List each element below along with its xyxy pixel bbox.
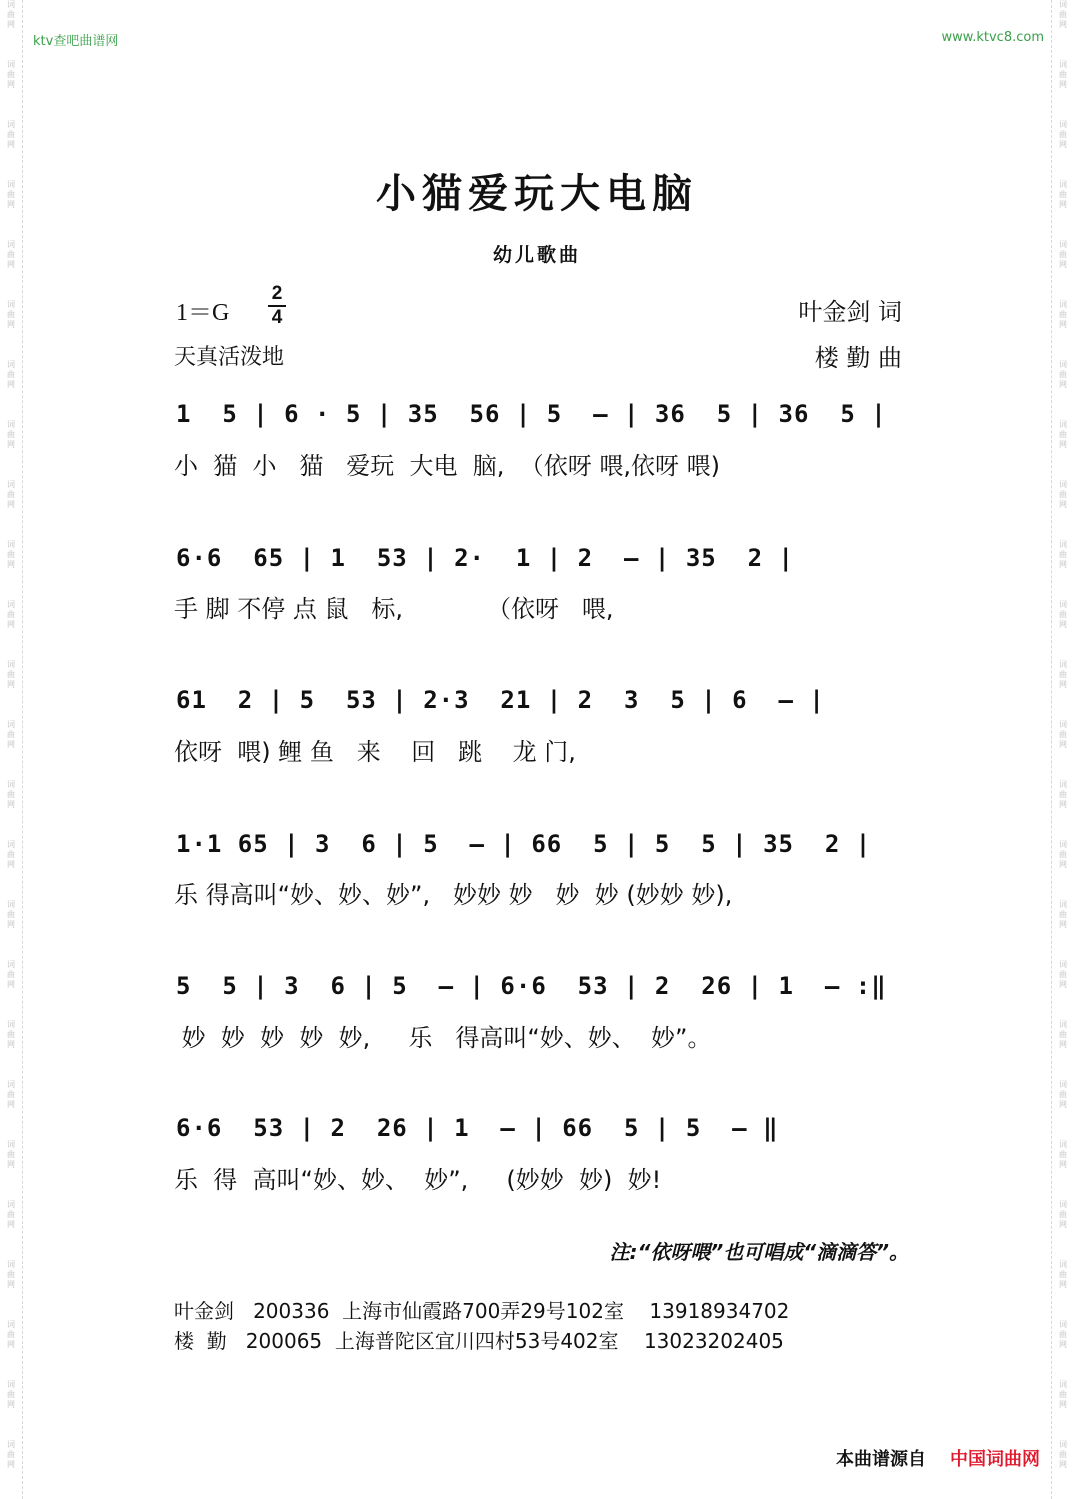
- contact-address: 上海市仙霞路700弄29号102室: [342, 1299, 624, 1323]
- watermark-mark: 词 曲 网: [7, 1380, 15, 1409]
- notation-line-3: 61 2 | 5 53 | 2·3 21 | 2 3 5 | 6 – |: [176, 686, 825, 714]
- footnote: 注:“依呀喂”也可唱成“滴滴答”。: [609, 1240, 909, 1264]
- watermark-mark: 词 曲 网: [1059, 600, 1067, 629]
- watermark-mark: 词 曲 网: [7, 300, 15, 329]
- contact-row-lyricist: [174, 1295, 789, 1324]
- watermark-mark: 词 曲 网: [7, 960, 15, 989]
- notation-line-6: 6·6 53 | 2 26 | 1 – | 66 5 | 5 – ‖: [176, 1114, 779, 1142]
- time-top: 2: [271, 283, 283, 304]
- watermark-mark: 词 曲 网: [1059, 360, 1067, 389]
- watermark-mark: 词 曲 网: [7, 1320, 15, 1349]
- watermark-mark: 词 曲 网: [1059, 120, 1067, 149]
- site-name-left: ktv查吧曲谱网: [33, 34, 119, 49]
- notation-line-4: 1·1 65 | 3 6 | 5 – | 66 5 | 5 5 | 35 2 |: [176, 830, 872, 858]
- watermark-mark: 词 曲 网: [7, 720, 15, 749]
- contact-phone: 13918934702: [649, 1299, 790, 1323]
- watermark-mark: 词 曲 网: [1059, 1140, 1067, 1169]
- site-url-right: www.ktvc8.com: [941, 30, 1044, 45]
- watermark-mark: 词 曲 网: [7, 1200, 15, 1229]
- watermark-mark: 词 曲 网: [7, 780, 15, 809]
- lyricist-credit: 叶金剑 词: [798, 298, 902, 326]
- watermark-mark: 词 曲 网: [1059, 840, 1067, 869]
- contact-zip: 200336: [253, 1299, 330, 1323]
- watermark-mark: 词 曲 网: [1059, 0, 1067, 29]
- watermark-mark: 词 曲 网: [7, 1080, 15, 1109]
- watermark-mark: 词 曲 网: [7, 1260, 15, 1289]
- watermark-mark: 词 曲 网: [1059, 1080, 1067, 1109]
- lyrics-line-2: 手 脚 不停 点 鼠 标, （依呀 喂,: [174, 595, 614, 623]
- lyrics-line-5: 妙 妙 妙 妙 妙, 乐 得高叫“妙、妙、 妙”。: [174, 1024, 712, 1052]
- watermark-mark: 词 曲 网: [7, 120, 15, 149]
- watermark-mark: 词 曲 网: [1059, 660, 1067, 689]
- watermark-mark: 词 曲 网: [7, 600, 15, 629]
- watermark-mark: 词 曲 网: [7, 1140, 15, 1169]
- watermark-mark: 词 曲 网: [1059, 1200, 1067, 1229]
- time-bottom: 4: [271, 307, 283, 328]
- lyrics-line-4: 乐 得高叫“妙、妙、妙”, 妙妙 妙 妙 妙 (妙妙 妙),: [174, 881, 733, 909]
- watermark-mark: 词 曲 网: [1059, 1260, 1067, 1289]
- contact-name: 楼 勤: [174, 1329, 227, 1353]
- song-title: 小猫爱玩大电脑: [376, 170, 698, 217]
- watermark-mark: 词 曲 网: [7, 480, 15, 509]
- composer-credit: 楼 勤 曲: [814, 344, 902, 372]
- notation-line-1: 1 5 | 6 · 5 | 35 56 | 5 – | 36 5 | 36 5 |: [176, 400, 887, 428]
- source-label: 本曲谱源自: [836, 1449, 926, 1470]
- watermark-mark: 词 曲 网: [7, 840, 15, 869]
- source-credit: [836, 1445, 1040, 1471]
- watermark-mark: 词 曲 网: [7, 1020, 15, 1049]
- tempo-marking: 天真活泼地: [174, 345, 285, 370]
- watermark-mark: 词 曲 网: [7, 540, 15, 569]
- watermark-mark: 词 曲 网: [7, 60, 15, 89]
- contact-row-composer: [174, 1325, 784, 1354]
- time-signature: [268, 284, 286, 328]
- notation-line-5: 5 5 | 3 6 | 5 – | 6·6 53 | 2 26 | 1 – :‖: [176, 972, 887, 1000]
- contact-name: 叶金剑: [174, 1299, 234, 1323]
- watermark-mark: 词 曲 网: [7, 360, 15, 389]
- key-signature: 1＝G: [176, 300, 230, 326]
- watermark-mark: 词 曲 网: [1059, 1020, 1067, 1049]
- watermark-mark: 词 曲 网: [1059, 480, 1067, 509]
- watermark-mark: 词 曲 网: [1059, 780, 1067, 809]
- contact-zip: 200065: [245, 1329, 323, 1353]
- notation-line-2: 6·6 65 | 1 53 | 2· 1 | 2 – | 35 2 |: [176, 544, 794, 572]
- watermark-mark: 词 曲 网: [1059, 1320, 1067, 1349]
- watermark-mark: 词 曲 网: [7, 900, 15, 929]
- watermark-mark: 词 曲 网: [1059, 900, 1067, 929]
- watermark-mark: 词 曲 网: [1059, 180, 1067, 209]
- watermark-mark: 词 曲 网: [7, 240, 15, 269]
- watermark-mark: 词 曲 网: [7, 1440, 15, 1469]
- watermark-mark: 词 曲 网: [7, 660, 15, 689]
- lyrics-line-1: 小 猫 小 猫 爱玩 大电 脑, （依呀 喂,依呀 喂): [174, 452, 720, 480]
- lyrics-line-6: 乐 得 高叫“妙、妙、 妙”, (妙妙 妙) 妙!: [174, 1166, 662, 1194]
- song-genre: 幼儿歌曲: [492, 244, 581, 266]
- watermark-mark: 词 曲 网: [7, 180, 15, 209]
- watermark-mark: 词 曲 网: [7, 420, 15, 449]
- watermark-mark: 词 曲 网: [1059, 540, 1067, 569]
- watermark-mark: 词 曲 网: [1059, 240, 1067, 269]
- watermark-mark: 词 曲 网: [1059, 60, 1067, 89]
- contact-phone: 13023202405: [643, 1329, 784, 1353]
- watermark-mark: 词 曲 网: [1059, 300, 1067, 329]
- watermark-mark: 词 曲 网: [1059, 720, 1067, 749]
- watermark-mark: 词 曲 网: [1059, 1440, 1067, 1469]
- source-site: 中国词曲网: [950, 1449, 1040, 1470]
- watermark-mark: 词 曲 网: [1059, 960, 1067, 989]
- watermark-mark: 词 曲 网: [1059, 1380, 1067, 1409]
- contact-address: 上海普陀区宜川四村53号402室: [334, 1329, 619, 1353]
- watermark-mark: 词 曲 网: [7, 0, 15, 29]
- lyrics-line-3: 依呀 喂) 鲤 鱼 来 回 跳 龙 门,: [174, 738, 576, 766]
- watermark-mark: 词 曲 网: [1059, 420, 1067, 449]
